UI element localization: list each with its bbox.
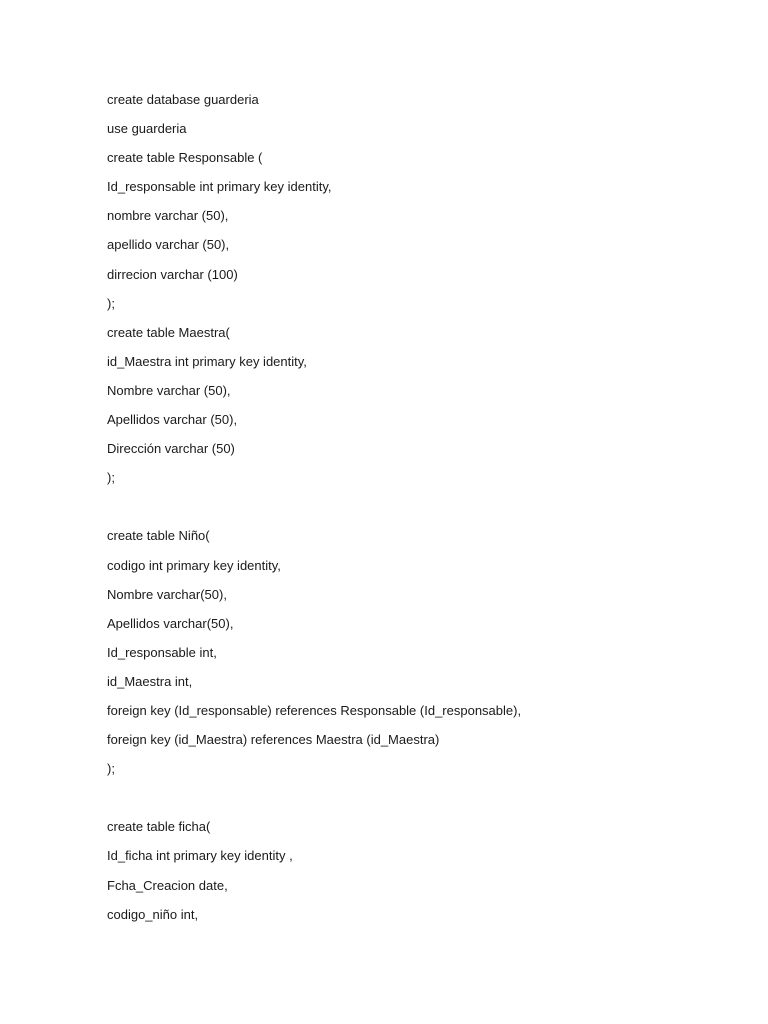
document-line: id_Maestra int, xyxy=(107,673,193,689)
document-line: ); xyxy=(107,761,115,777)
document-line: ); xyxy=(107,295,115,311)
document-line: create table Niño( xyxy=(107,528,210,544)
document-line: Apellidos varchar(50), xyxy=(107,615,234,631)
sql-script xyxy=(107,90,521,934)
document-line: foreign key (Id_responsable) references Responsable (Id_responsable), xyxy=(107,702,522,718)
blank-line xyxy=(107,788,521,817)
document-line: Apellidos varchar (50), xyxy=(107,412,238,428)
document-line: foreign key (id_Maestra) references Maestra (id_Maestra) xyxy=(107,732,440,748)
document-line: apellido varchar (50), xyxy=(107,237,230,253)
document-line: dirrecion varchar (100) xyxy=(107,266,238,282)
document-line: create table Maestra( xyxy=(107,324,230,340)
blank-line xyxy=(107,497,521,526)
document-line: create database guarderia xyxy=(107,92,259,107)
document-line: codigo int primary key identity, xyxy=(107,557,281,573)
document-line: Id_responsable int, xyxy=(107,644,217,660)
document-line: ); xyxy=(107,470,115,486)
document-line: id_Maestra int primary key identity, xyxy=(107,353,307,369)
document-line: create table ficha( xyxy=(107,819,211,835)
document-line: create table Responsable ( xyxy=(107,150,263,166)
document-line: Id_responsable int primary key identity, xyxy=(107,179,332,195)
document-line: Id_ficha int primary key identity , xyxy=(107,848,293,864)
document-line: nombre varchar (50), xyxy=(107,208,229,224)
document-line: Nombre varchar(50), xyxy=(107,586,227,602)
document-line: codigo_niño int, xyxy=(107,906,199,922)
document-line: Dirección varchar (50) xyxy=(107,441,235,457)
document-line: use guarderia xyxy=(107,121,187,137)
document-line: Nombre varchar (50), xyxy=(107,382,231,398)
document-line: Fcha_Creacion date, xyxy=(107,877,228,893)
